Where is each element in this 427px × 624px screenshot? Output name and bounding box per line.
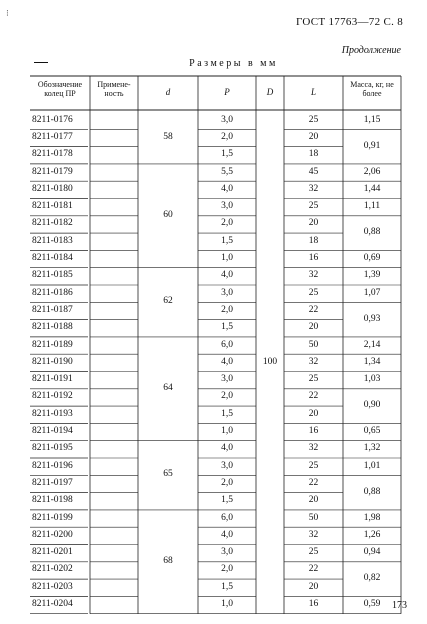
l-cell: 25: [308, 374, 319, 385]
l-cell: 25: [308, 460, 319, 471]
p-cell: 2,0: [221, 304, 233, 315]
l-cell: 22: [308, 304, 319, 315]
d-cell: 60: [163, 209, 173, 220]
p-cell: 1,5: [221, 235, 233, 246]
designation-cell: 8211-0184: [32, 253, 73, 264]
d-cell: 64: [163, 382, 173, 393]
designation-cell: 8211-0198: [32, 495, 73, 506]
l-cell: 25: [308, 201, 319, 212]
p-cell: 3,0: [221, 460, 233, 471]
l-cell: 50: [308, 339, 319, 350]
l-cell: 20: [308, 495, 319, 506]
designation-cell: 8211-0202: [32, 564, 73, 575]
l-cell: 45: [308, 166, 319, 177]
mass-cell: 2,14: [363, 339, 381, 350]
mass-cell: 1,98: [363, 512, 381, 523]
l-cell: 20: [308, 581, 319, 592]
l-cell: 22: [308, 477, 319, 488]
p-cell: 1,0: [221, 599, 233, 610]
mass-cell: 0,59: [363, 599, 381, 610]
mass-cell: 0,65: [363, 426, 381, 437]
p-cell: 6,0: [221, 339, 233, 350]
d-cell: 58: [163, 131, 173, 142]
l-cell: 32: [308, 183, 319, 194]
p-cell: 1,5: [221, 495, 233, 506]
mass-cell: 0,90: [363, 400, 381, 411]
designation-cell: 8211-0180: [32, 183, 73, 194]
big-d-cell: 100: [262, 356, 278, 367]
designation-cell: 8211-0183: [32, 235, 73, 246]
p-cell: 3,0: [221, 287, 233, 298]
d-cell: 68: [163, 555, 173, 566]
p-cell: 2,0: [221, 131, 233, 142]
p-cell: 4,0: [221, 443, 233, 454]
l-cell: 22: [308, 391, 319, 402]
p-cell: 6,0: [221, 512, 233, 523]
designation-cell: 8211-0176: [32, 114, 73, 125]
l-cell: 32: [308, 270, 319, 281]
p-cell: 4,0: [221, 183, 233, 194]
header-big-d: D: [266, 87, 274, 97]
mass-cell: 1,11: [363, 201, 381, 212]
mass-cell: 1,01: [363, 460, 381, 471]
d-cell: 65: [163, 469, 173, 480]
mass-cell: 0,94: [363, 547, 381, 558]
p-cell: 2,0: [221, 477, 233, 488]
designation-cell: 8211-0193: [32, 408, 73, 419]
dimensions-label: Размеры в мм: [189, 58, 278, 69]
p-cell: 1,5: [221, 581, 233, 592]
l-cell: 25: [308, 114, 319, 125]
l-cell: 16: [308, 426, 319, 437]
designation-cell: 8211-0200: [32, 529, 73, 540]
header-l: L: [310, 87, 316, 97]
l-cell: 18: [308, 235, 319, 246]
continuation-label: Продолжение: [341, 45, 401, 56]
designation-cell: 8211-0204: [32, 599, 73, 610]
p-cell: 4,0: [221, 356, 233, 367]
l-cell: 20: [308, 131, 319, 142]
mass-cell: 1,07: [363, 287, 381, 298]
document-header: ГОСТ 17763—72 С. 8: [296, 16, 403, 28]
designation-cell: 8211-0181: [32, 201, 73, 212]
mass-cell: 1,39: [363, 270, 381, 281]
designation-cell: 8211-0179: [32, 166, 73, 177]
designation-cell: 8211-0191: [32, 374, 73, 385]
l-cell: 16: [308, 253, 319, 264]
l-cell: 25: [308, 547, 319, 558]
d-cell: 62: [163, 296, 173, 307]
mass-cell: 1,03: [363, 374, 381, 385]
designation-cell: 8211-0186: [32, 287, 73, 298]
l-cell: 32: [308, 529, 319, 540]
mass-cell: 1,26: [363, 529, 381, 540]
p-cell: 3,0: [221, 114, 233, 125]
mass-cell: 0,93: [363, 313, 381, 324]
p-cell: 5,5: [221, 166, 233, 177]
designation-cell: 8211-0185: [32, 270, 73, 281]
l-cell: 50: [308, 512, 319, 523]
mass-cell: 0,69: [363, 253, 381, 264]
l-cell: 20: [308, 408, 319, 419]
designation-cell: 8211-0182: [32, 218, 73, 229]
designation-cell: 8211-0177: [32, 131, 73, 142]
p-cell: 4,0: [221, 270, 233, 281]
p-cell: 2,0: [221, 218, 233, 229]
mass-cell: 0,88: [363, 227, 381, 238]
l-cell: 16: [308, 599, 319, 610]
mass-cell: 0,88: [363, 486, 381, 497]
p-cell: 1,5: [221, 149, 233, 160]
page-number: 173: [392, 600, 407, 611]
mass-cell: 1,15: [363, 114, 381, 125]
l-cell: 25: [308, 287, 319, 298]
p-cell: 2,0: [221, 564, 233, 575]
designation-cell: 8211-0189: [32, 339, 73, 350]
designation-cell: 8211-0192: [32, 391, 73, 402]
l-cell: 20: [308, 218, 319, 229]
header-designation: Обозначение колец ПР: [37, 80, 83, 98]
l-cell: 20: [308, 322, 319, 333]
p-cell: 3,0: [221, 374, 233, 385]
p-cell: 1,0: [221, 253, 233, 264]
p-cell: 1,0: [221, 426, 233, 437]
mass-cell: 0,82: [363, 573, 381, 584]
mass-cell: 2,06: [363, 166, 381, 177]
designation-cell: 8211-0190: [32, 356, 73, 367]
p-cell: 1,5: [221, 322, 233, 333]
designation-cell: 8211-0195: [32, 443, 73, 454]
designation-cell: 8211-0178: [32, 149, 73, 160]
l-cell: 18: [308, 149, 319, 160]
header-application: Примене-ность: [97, 80, 131, 98]
p-cell: 1,5: [221, 408, 233, 419]
l-cell: 22: [308, 564, 319, 575]
designation-cell: 8211-0199: [32, 512, 73, 523]
p-cell: 3,0: [221, 547, 233, 558]
l-cell: 32: [308, 356, 319, 367]
designation-cell: 8211-0201: [32, 547, 73, 558]
mass-cell: 0,91: [363, 140, 381, 151]
designation-cell: 8211-0196: [32, 460, 73, 471]
mass-cell: 1,32: [363, 443, 381, 454]
header-mass: Масса, кг, не более: [350, 80, 394, 98]
mass-cell: 1,44: [363, 183, 381, 194]
p-cell: 4,0: [221, 529, 233, 540]
designation-cell: 8211-0188: [32, 322, 73, 333]
p-cell: 3,0: [221, 201, 233, 212]
header-p: P: [224, 87, 230, 97]
designation-cell: 8211-0194: [32, 426, 73, 437]
l-cell: 32: [308, 443, 319, 454]
designation-cell: 8211-0187: [32, 304, 73, 315]
p-cell: 2,0: [221, 391, 233, 402]
scan-mark: ⁝: [6, 8, 9, 18]
designation-cell: 8211-0197: [32, 477, 73, 488]
designation-cell: 8211-0203: [32, 581, 73, 592]
mass-cell: 1,34: [363, 356, 381, 367]
header-d: d: [165, 87, 171, 97]
